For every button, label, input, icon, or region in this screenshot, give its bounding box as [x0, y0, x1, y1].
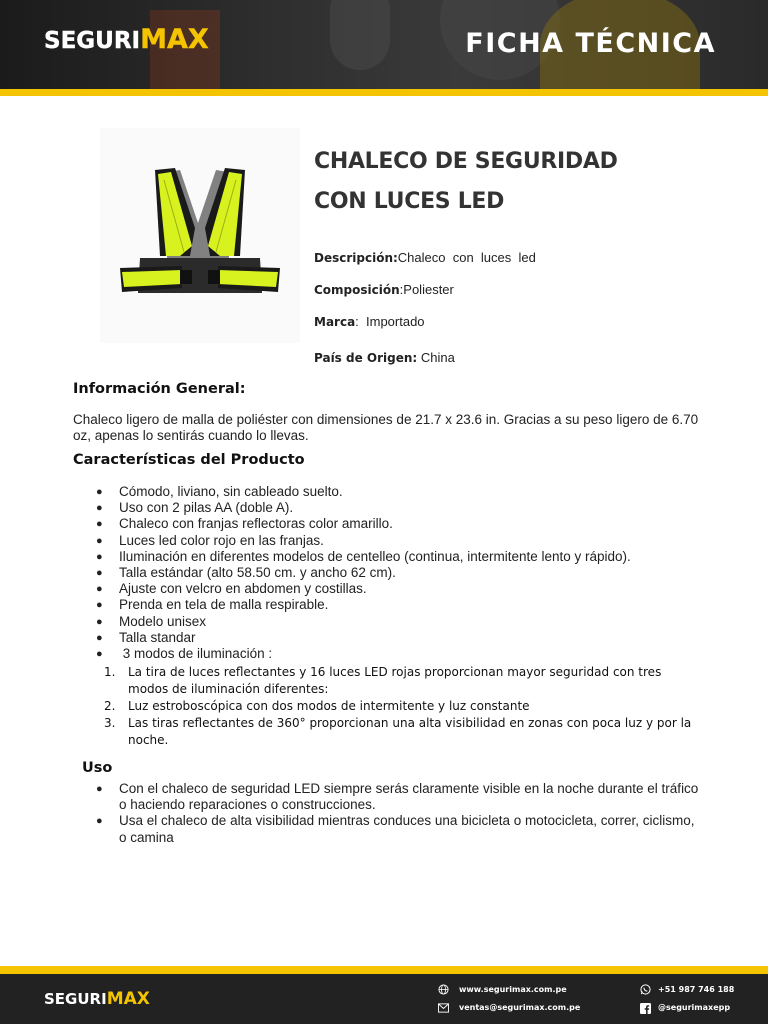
bullet-icon: ●: [96, 599, 103, 612]
list-item: ● Con el chaleco de seguridad LED siempre serás claramente visible en la noche durante el tráfico o haciendo reparaciones o construcciones.: [96, 781, 699, 813]
logo-text-seguri: SEGURI: [44, 990, 107, 1008]
bullet-icon: ●: [96, 583, 103, 596]
list-item: 2. Luz estroboscópica con dos modos de intermitente y luz constante: [104, 699, 530, 713]
bullet-icon: ●: [96, 567, 103, 580]
list-item: ● Prenda en tela de malla respirable.: [96, 597, 329, 613]
spec-composicion-label: Composición: [314, 283, 400, 297]
list-item: ● Usa el chaleco de alta visibilidad mientras conduces una bicicleta o motocicleta, correr, ciclismo, o camina: [96, 813, 695, 845]
list-item: ● Modelo unisex: [96, 613, 207, 629]
bullet-icon: ●: [96, 815, 103, 828]
header-logo[interactable]: [44, 24, 209, 55]
mail-icon: [438, 1003, 449, 1013]
document-type-title: FICHA TÉCNICA: [465, 28, 716, 59]
caracteristicas-heading: Características del Producto: [73, 452, 305, 468]
product-title-line2: CON LUCES LED: [314, 189, 505, 214]
bullet-icon: ●: [96, 550, 103, 563]
facebook-icon: [640, 1003, 651, 1014]
header-earmuff-decoration: [330, 0, 390, 70]
logo-text-max: MAX: [140, 24, 209, 55]
vest-illustration: [100, 128, 300, 343]
spec-descripcion: [314, 250, 536, 265]
list-item: ● Uso con 2 pilas AA (doble A).: [96, 500, 294, 516]
globe-icon: [438, 984, 449, 995]
list-item: ● Talla standar: [96, 629, 196, 645]
spec-descripcion-value: Chaleco con luces led: [397, 250, 536, 265]
list-item: 1. La tira de luces reflectantes y 16 luces LED rojas proporcionan mayor seguridad con tres modos de iluminación diferentes:: [104, 665, 662, 696]
product-title: [314, 142, 714, 222]
bullet-icon: ●: [96, 615, 103, 628]
bullet-icon: ●: [96, 783, 103, 795]
header-banner: [0, 0, 768, 90]
bullet-icon: ●: [96, 631, 103, 644]
logo-text-seguri: SEGURI: [44, 28, 141, 54]
iluminacion-modes-list: [104, 664, 704, 749]
bullet-icon: ●: [96, 486, 103, 498]
logo-text-max: MAX: [106, 989, 150, 1009]
footer-email-link[interactable]: ventas@segurimax.com.pe: [459, 1003, 581, 1012]
bullet-icon: ●: [96, 502, 103, 515]
uso-heading: Uso: [82, 760, 113, 776]
whatsapp-icon: [640, 984, 651, 995]
spec-marca: [314, 314, 425, 329]
uso-list: [96, 781, 704, 846]
list-item: ● Talla estándar (alto 58.50 cm. y ancho 62 cm).: [96, 565, 396, 581]
spec-marca-label: Marca: [314, 315, 356, 329]
list-item: ● Chaleco con franjas reflectoras color amarillo.: [96, 516, 393, 532]
list-item: ● Cómodo, liviano, sin cableado suelto.: [96, 484, 343, 499]
bullet-icon: ●: [96, 518, 103, 531]
bullet-icon: ●: [96, 534, 103, 547]
spec-composicion-value: :Poliester: [399, 282, 454, 297]
list-item: ● Iluminación en diferentes modelos de centelleo (continua, intermitente lento y rápido).: [96, 548, 631, 564]
spec-descripcion-label: Descripción:: [314, 251, 398, 265]
list-item: ● 3 modos de iluminación :: [96, 646, 273, 662]
footer-website-link[interactable]: www.segurimax.com.pe: [459, 985, 567, 994]
list-item: ● Ajuste con velcro en abdomen y costillas.: [96, 581, 367, 597]
footer-facebook-link[interactable]: @segurimaxepp: [658, 1003, 731, 1012]
spec-pais-label: País de Origen:: [314, 351, 418, 365]
bullet-icon: ●: [96, 648, 103, 661]
spec-pais: [314, 350, 455, 365]
footer-logo[interactable]: [44, 989, 150, 1009]
caracteristicas-list: [96, 484, 719, 662]
list-item: ● Luces led color rojo en las franjas.: [96, 532, 324, 548]
product-title-line1: CHALECO DE SEGURIDAD: [314, 149, 618, 174]
header-yellow-band: [0, 89, 768, 96]
footer-yellow-band: [0, 966, 768, 974]
footer-phone[interactable]: +51 987 746 188: [658, 985, 735, 994]
spec-pais-value: China: [417, 350, 455, 365]
list-item: 3. Las tiras reflectantes de 360° proporcionan una alta visibilidad en zonas con poca luz y por la noche.: [104, 716, 692, 747]
spec-marca-value: : Importado: [355, 314, 425, 329]
spec-composicion: [314, 282, 454, 297]
info-general-heading: Información General:: [73, 381, 246, 397]
info-general-text: Chaleco ligero de malla de poliéster con dimensiones de 21.7 x 23.6 in. Gracias a su peso ligero de 6.70 oz, apenas lo sentirás cuando lo llevas.: [73, 412, 699, 443]
product-image: [100, 128, 300, 343]
